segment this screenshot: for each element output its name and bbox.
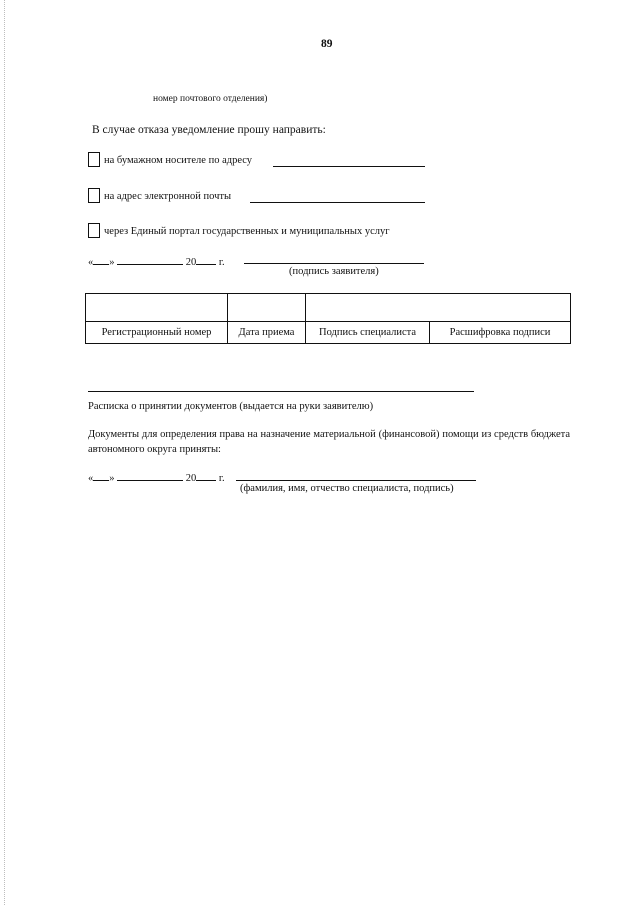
portal-label: через Единый портал государственных и муниципальных услуг (104, 226, 390, 237)
month-field[interactable] (117, 470, 183, 481)
applicant-signature-field[interactable] (244, 263, 424, 264)
year-suffix: г. (218, 473, 225, 484)
cut-line (88, 391, 474, 392)
specialist-date-line (88, 470, 225, 484)
close-quote: » (109, 473, 115, 484)
header-specialist-signature: Подпись специалиста (306, 322, 430, 344)
postal-caption: номер почтового отделения) (153, 94, 268, 104)
scan-edge-dots (4, 0, 6, 905)
registration-table (85, 293, 571, 344)
email-field[interactable] (250, 192, 425, 203)
email-label: на адрес электронной почты (104, 191, 232, 202)
signature-cell[interactable] (306, 294, 571, 322)
receipt-date-cell[interactable] (228, 294, 306, 322)
header-signature-transcript: Расшифровка подписи (430, 322, 571, 344)
year-prefix: 20 (185, 473, 197, 484)
year-field[interactable] (196, 470, 216, 481)
year-field[interactable] (196, 254, 216, 265)
portal-checkbox[interactable] (88, 223, 100, 238)
open-quote: « (88, 473, 94, 484)
applicant-date-line (88, 254, 225, 268)
specialist-caption: (фамилия, имя, отчество специалиста, подпись) (240, 483, 454, 494)
header-receipt-date: Дата приема (228, 322, 306, 344)
open-quote: « (88, 257, 94, 268)
paper-address-checkbox[interactable] (88, 152, 100, 167)
table-header-row (86, 322, 571, 344)
receipt-title: Расписка о принятии документов (выдается на руки заявителю) (88, 401, 374, 412)
refusal-heading: В случае отказа уведомление прошу направить: (92, 124, 326, 136)
table-row (86, 294, 571, 322)
header-registration-number: Регистрационный номер (86, 322, 228, 344)
year-prefix: 20 (185, 257, 197, 268)
year-suffix: г. (218, 257, 225, 268)
month-field[interactable] (117, 254, 183, 265)
registration-number-cell[interactable] (86, 294, 228, 322)
page-number: 89 (321, 38, 333, 50)
day-field[interactable] (93, 470, 109, 481)
applicant-signature-caption: (подпись заявителя) (289, 266, 379, 277)
receipt-body: Документы для определения права на назначение материальной (финансовой) помощи из средств бюджета автономного округа приняты: (88, 429, 570, 455)
close-quote: » (109, 257, 115, 268)
specialist-signature-field[interactable] (236, 480, 476, 481)
paper-address-label: на бумажном носителе по адресу (104, 155, 253, 166)
email-checkbox[interactable] (88, 188, 100, 203)
paper-address-field[interactable] (273, 156, 425, 167)
day-field[interactable] (93, 254, 109, 265)
